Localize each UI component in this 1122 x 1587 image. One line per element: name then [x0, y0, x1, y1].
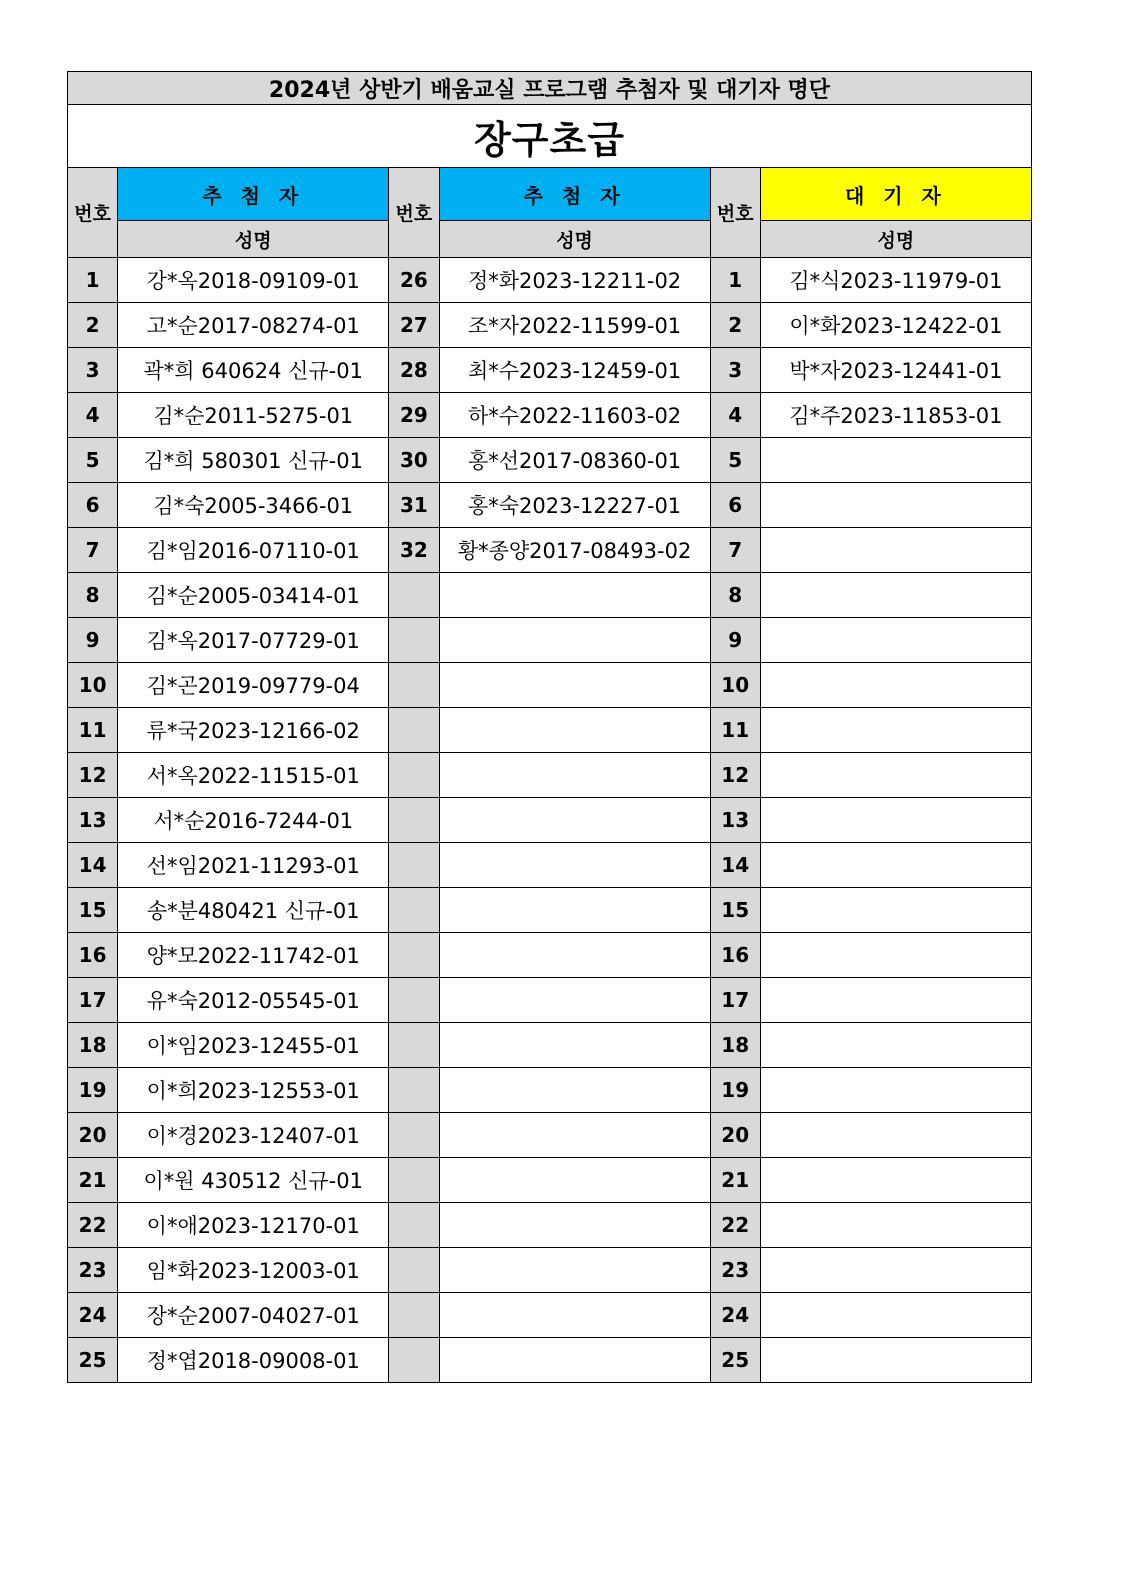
- waitlist-number-cell: 4: [710, 393, 760, 438]
- selected-number-cell: 1: [68, 258, 118, 303]
- selected-name-cell: [439, 753, 710, 798]
- selected-name-cell: 이*경2023-12407-01: [118, 1113, 389, 1158]
- waitlist-number-cell: 3: [710, 348, 760, 393]
- selected-name-cell: 송*분480421 신규-01: [118, 888, 389, 933]
- selected-number-cell: [389, 1023, 439, 1068]
- table-row: [68, 1113, 1032, 1158]
- table-row: [68, 438, 1032, 483]
- selected-number-cell: 11: [68, 708, 118, 753]
- waitlist-number-cell: 12: [710, 753, 760, 798]
- selected-name-cell: 김*숙2005-3466-01: [118, 483, 389, 528]
- selected-name-cell: [439, 1023, 710, 1068]
- waitlist-name-cell: 김*식2023-11979-01: [760, 258, 1031, 303]
- waitlist-number-cell: 7: [710, 528, 760, 573]
- selected-header-2: 추 첨 자: [439, 168, 710, 221]
- selected-name-cell: 김*곤2019-09779-04: [118, 663, 389, 708]
- selected-name-cell: [439, 573, 710, 618]
- roster-table: [67, 71, 1032, 1383]
- selected-name-cell: [439, 843, 710, 888]
- waitlist-number-cell: 14: [710, 843, 760, 888]
- selected-name-cell: 김*희 580301 신규-01: [118, 438, 389, 483]
- table-row: [68, 1068, 1032, 1113]
- waitlist-name-cell: [760, 618, 1031, 663]
- table-row: [68, 888, 1032, 933]
- subtitle-row: [68, 105, 1032, 168]
- selected-name-cell: 정*화2023-12211-02: [439, 258, 710, 303]
- selected-name-cell: [439, 1338, 710, 1383]
- selected-number-cell: 32: [389, 528, 439, 573]
- waitlist-number-cell: 8: [710, 573, 760, 618]
- selected-name-cell: 김*순2005-03414-01: [118, 573, 389, 618]
- selected-number-cell: [389, 798, 439, 843]
- selected-name-cell: [439, 1113, 710, 1158]
- waitlist-name-cell: [760, 1113, 1031, 1158]
- selected-name-cell: 하*수2022-11603-02: [439, 393, 710, 438]
- selected-number-cell: [389, 1158, 439, 1203]
- table-row: [68, 483, 1032, 528]
- selected-number-cell: 30: [389, 438, 439, 483]
- document-title: 2024년 상반기 배움교실 프로그램 추첨자 및 대기자 명단: [68, 72, 1032, 105]
- selected-number-cell: 20: [68, 1113, 118, 1158]
- name-header-3: 성명: [760, 221, 1031, 258]
- selected-name-cell: 곽*희 640624 신규-01: [118, 348, 389, 393]
- number-header-2: 번호: [389, 168, 439, 258]
- waitlist-name-cell: [760, 1023, 1031, 1068]
- table-row: [68, 618, 1032, 663]
- selected-number-cell: 13: [68, 798, 118, 843]
- selected-number-cell: 29: [389, 393, 439, 438]
- waitlist-number-cell: 22: [710, 1203, 760, 1248]
- selected-name-cell: 선*임2021-11293-01: [118, 843, 389, 888]
- table-row: [68, 1293, 1032, 1338]
- selected-name-cell: [439, 663, 710, 708]
- waitlist-name-cell: [760, 573, 1031, 618]
- waitlist-number-cell: 6: [710, 483, 760, 528]
- waitlist-number-cell: 11: [710, 708, 760, 753]
- selected-number-cell: [389, 618, 439, 663]
- selected-name-cell: 정*엽2018-09008-01: [118, 1338, 389, 1383]
- number-header-1: 번호: [68, 168, 118, 258]
- selected-number-cell: 9: [68, 618, 118, 663]
- table-row: [68, 708, 1032, 753]
- waitlist-number-cell: 25: [710, 1338, 760, 1383]
- selected-name-cell: 장*순2007-04027-01: [118, 1293, 389, 1338]
- selected-number-cell: 25: [68, 1338, 118, 1383]
- selected-number-cell: [389, 978, 439, 1023]
- selected-number-cell: 7: [68, 528, 118, 573]
- selected-name-cell: 황*종양2017-08493-02: [439, 528, 710, 573]
- table-row: [68, 663, 1032, 708]
- waitlist-name-cell: 김*주2023-11853-01: [760, 393, 1031, 438]
- table-row: [68, 393, 1032, 438]
- table-row: [68, 303, 1032, 348]
- waitlist-name-cell: [760, 1068, 1031, 1113]
- waitlist-number-cell: 18: [710, 1023, 760, 1068]
- waitlist-number-cell: 13: [710, 798, 760, 843]
- waitlist-name-cell: [760, 438, 1031, 483]
- selected-number-cell: 15: [68, 888, 118, 933]
- selected-number-cell: 4: [68, 393, 118, 438]
- waitlist-number-cell: 23: [710, 1248, 760, 1293]
- waitlist-name-cell: [760, 1248, 1031, 1293]
- table-row: [68, 258, 1032, 303]
- selected-number-cell: [389, 843, 439, 888]
- selected-number-cell: 31: [389, 483, 439, 528]
- header-row: [68, 72, 1032, 105]
- selected-number-cell: 17: [68, 978, 118, 1023]
- waitlist-name-cell: [760, 798, 1031, 843]
- name-header-1: 성명: [118, 221, 389, 258]
- waitlist-name-cell: [760, 483, 1031, 528]
- waitlist-number-cell: 9: [710, 618, 760, 663]
- program-title: 장구초급: [68, 105, 1032, 168]
- selected-name-cell: [439, 888, 710, 933]
- selected-number-cell: 2: [68, 303, 118, 348]
- table-row: [68, 573, 1032, 618]
- selected-name-cell: [439, 978, 710, 1023]
- selected-number-cell: 10: [68, 663, 118, 708]
- waitlist-number-cell: 1: [710, 258, 760, 303]
- selected-number-cell: 26: [389, 258, 439, 303]
- selected-number-cell: [389, 753, 439, 798]
- selected-number-cell: [389, 573, 439, 618]
- table-row: [68, 528, 1032, 573]
- group-header-row: [68, 168, 1032, 221]
- selected-name-cell: 서*옥2022-11515-01: [118, 753, 389, 798]
- waitlist-name-cell: 이*화2023-12422-01: [760, 303, 1031, 348]
- selected-number-cell: 14: [68, 843, 118, 888]
- selected-name-cell: 서*순2016-7244-01: [118, 798, 389, 843]
- selected-name-cell: [439, 618, 710, 663]
- selected-number-cell: 24: [68, 1293, 118, 1338]
- table-row: [68, 798, 1032, 843]
- selected-number-cell: 28: [389, 348, 439, 393]
- selected-name-cell: 양*모2022-11742-01: [118, 933, 389, 978]
- name-header-2: 성명: [439, 221, 710, 258]
- selected-number-cell: 19: [68, 1068, 118, 1113]
- name-header-row: [68, 221, 1032, 258]
- selected-number-cell: [389, 1293, 439, 1338]
- table-row: [68, 933, 1032, 978]
- selected-name-cell: 김*옥2017-07729-01: [118, 618, 389, 663]
- selected-number-cell: [389, 1113, 439, 1158]
- waitlist-number-cell: 19: [710, 1068, 760, 1113]
- selected-number-cell: 18: [68, 1023, 118, 1068]
- selected-name-cell: [439, 708, 710, 753]
- waitlist-name-cell: [760, 1203, 1031, 1248]
- selected-number-cell: [389, 1068, 439, 1113]
- waitlist-name-cell: [760, 1158, 1031, 1203]
- selected-number-cell: 5: [68, 438, 118, 483]
- waitlist-name-cell: 박*자2023-12441-01: [760, 348, 1031, 393]
- selected-name-cell: 홍*선2017-08360-01: [439, 438, 710, 483]
- selected-name-cell: 조*자2022-11599-01: [439, 303, 710, 348]
- selected-name-cell: [439, 1248, 710, 1293]
- table-row: [68, 1248, 1032, 1293]
- waitlist-number-cell: 10: [710, 663, 760, 708]
- selected-number-cell: 21: [68, 1158, 118, 1203]
- selected-number-cell: 3: [68, 348, 118, 393]
- selected-name-cell: 임*화2023-12003-01: [118, 1248, 389, 1293]
- table-row: [68, 753, 1032, 798]
- waitlist-name-cell: [760, 933, 1031, 978]
- selected-name-cell: [439, 1158, 710, 1203]
- selected-number-cell: [389, 933, 439, 978]
- selected-number-cell: [389, 1203, 439, 1248]
- waitlist-name-cell: [760, 708, 1031, 753]
- waitlist-header: 대 기 자: [760, 168, 1031, 221]
- selected-number-cell: [389, 1248, 439, 1293]
- table-row: [68, 978, 1032, 1023]
- selected-name-cell: 강*옥2018-09109-01: [118, 258, 389, 303]
- selected-number-cell: 8: [68, 573, 118, 618]
- waitlist-number-cell: 17: [710, 978, 760, 1023]
- selected-number-cell: 16: [68, 933, 118, 978]
- waitlist-name-cell: [760, 978, 1031, 1023]
- table-row: [68, 1158, 1032, 1203]
- table-row: [68, 1203, 1032, 1248]
- waitlist-number-cell: 21: [710, 1158, 760, 1203]
- selected-header-1: 추 첨 자: [118, 168, 389, 221]
- selected-name-cell: 고*순2017-08274-01: [118, 303, 389, 348]
- waitlist-number-cell: 16: [710, 933, 760, 978]
- waitlist-number-cell: 15: [710, 888, 760, 933]
- selected-number-cell: 27: [389, 303, 439, 348]
- table-row: [68, 843, 1032, 888]
- selected-number-cell: [389, 888, 439, 933]
- waitlist-name-cell: [760, 1293, 1031, 1338]
- waitlist-number-cell: 5: [710, 438, 760, 483]
- waitlist-number-cell: 2: [710, 303, 760, 348]
- selected-name-cell: [439, 933, 710, 978]
- waitlist-name-cell: [760, 843, 1031, 888]
- selected-number-cell: 6: [68, 483, 118, 528]
- selected-name-cell: 이*임2023-12455-01: [118, 1023, 389, 1068]
- waitlist-name-cell: [760, 663, 1031, 708]
- waitlist-number-cell: 24: [710, 1293, 760, 1338]
- selected-name-cell: 이*희2023-12553-01: [118, 1068, 389, 1113]
- waitlist-name-cell: [760, 1338, 1031, 1383]
- selected-name-cell: 유*숙2012-05545-01: [118, 978, 389, 1023]
- number-header-3: 번호: [710, 168, 760, 258]
- selected-name-cell: [439, 1068, 710, 1113]
- selected-number-cell: 23: [68, 1248, 118, 1293]
- selected-name-cell: [439, 1203, 710, 1248]
- selected-name-cell: 홍*숙2023-12227-01: [439, 483, 710, 528]
- selected-number-cell: 22: [68, 1203, 118, 1248]
- waitlist-name-cell: [760, 888, 1031, 933]
- selected-number-cell: [389, 1338, 439, 1383]
- selected-name-cell: 최*수2023-12459-01: [439, 348, 710, 393]
- selected-number-cell: [389, 708, 439, 753]
- selected-name-cell: 김*순2011-5275-01: [118, 393, 389, 438]
- table-row: [68, 1023, 1032, 1068]
- selected-name-cell: [439, 798, 710, 843]
- table-row: [68, 1338, 1032, 1383]
- waitlist-name-cell: [760, 753, 1031, 798]
- waitlist-number-cell: 20: [710, 1113, 760, 1158]
- selected-name-cell: 이*애2023-12170-01: [118, 1203, 389, 1248]
- selected-number-cell: [389, 663, 439, 708]
- selected-name-cell: 류*국2023-12166-02: [118, 708, 389, 753]
- selected-name-cell: 이*원 430512 신규-01: [118, 1158, 389, 1203]
- selected-number-cell: 12: [68, 753, 118, 798]
- waitlist-name-cell: [760, 528, 1031, 573]
- table-row: [68, 348, 1032, 393]
- selected-name-cell: [439, 1293, 710, 1338]
- selected-name-cell: 김*임2016-07110-01: [118, 528, 389, 573]
